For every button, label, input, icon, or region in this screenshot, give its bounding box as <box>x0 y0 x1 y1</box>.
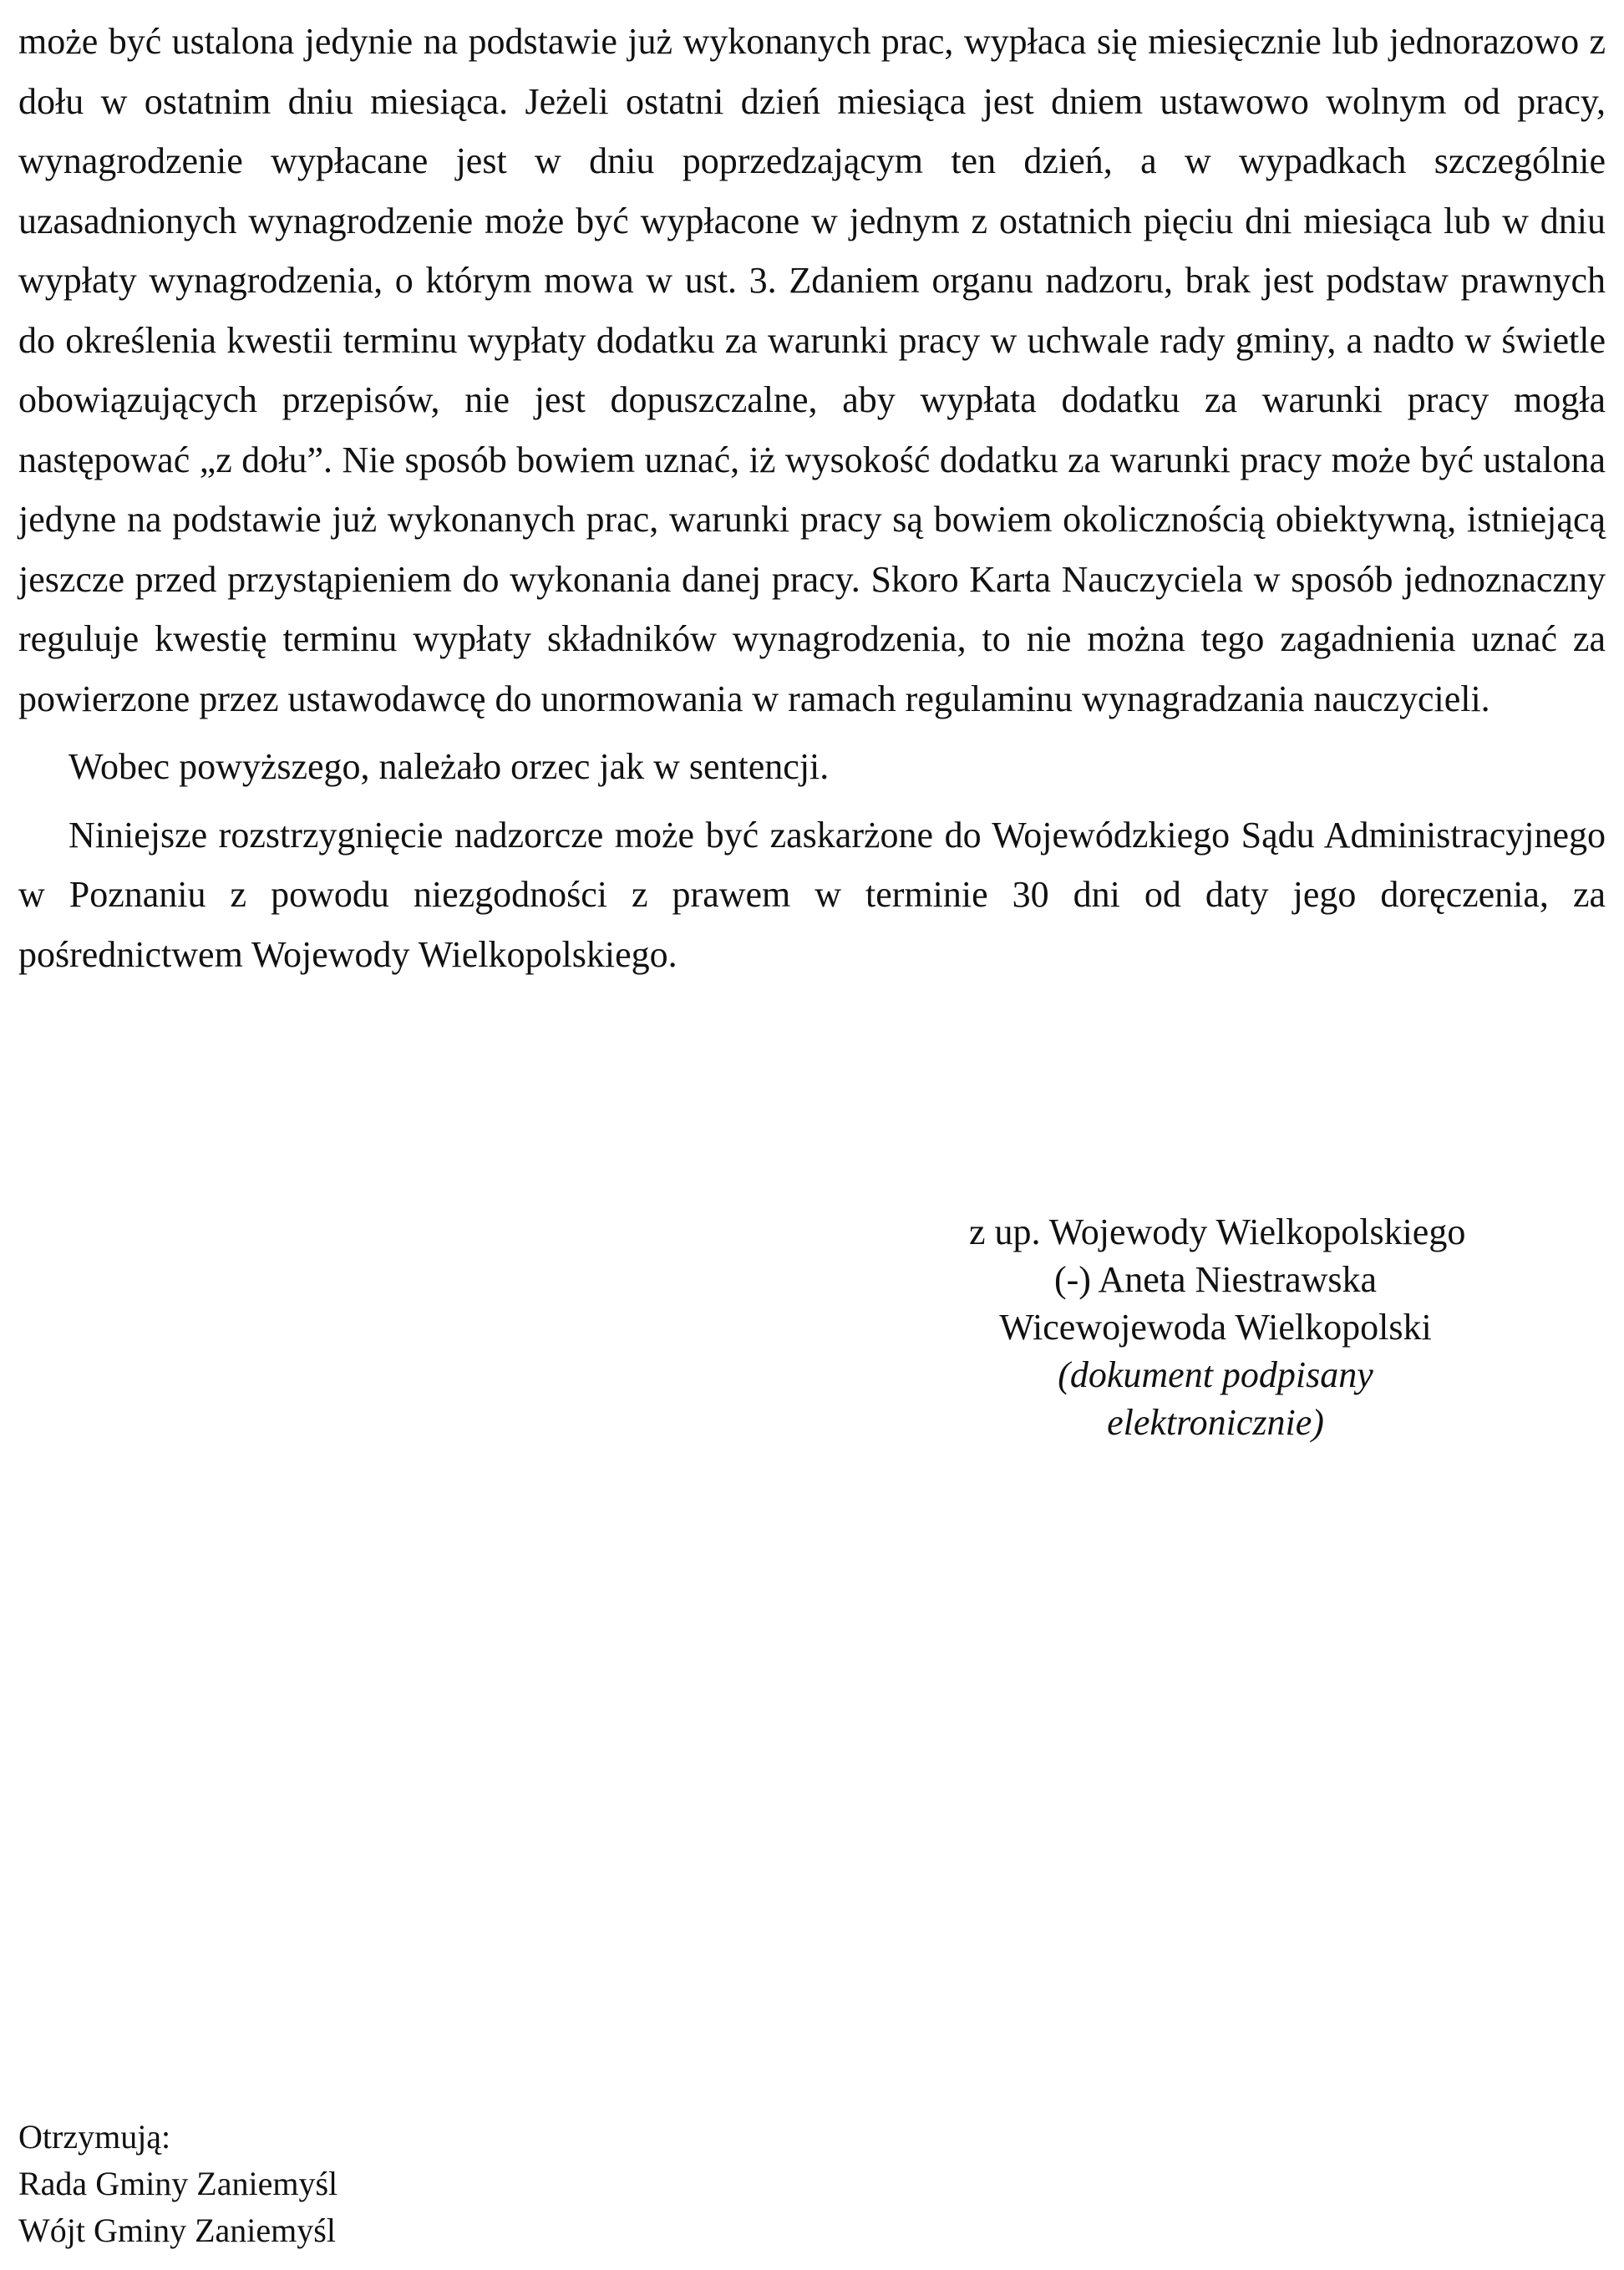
recipient-item: Rada Gminy Zaniemyśl <box>18 2165 338 2202</box>
signature-block <box>969 1208 1466 1446</box>
signature-signer-name: (-) Aneta Niestrawska <box>1053 1259 1378 1300</box>
signature-note-line-1: (dokument podpisany <box>1058 1354 1373 1395</box>
recipients-block <box>18 2114 687 2254</box>
recipient-item: Wójt Gminy Zaniemyśl <box>18 2212 336 2249</box>
signature-authority: z up. Wojewody Wielkopolskiego <box>969 1211 1466 1252</box>
recipients-heading: Otrzymują: <box>18 2118 171 2156</box>
body-paragraph-3: Niniejsze rozstrzygnięcie nadzorcze może być zaskarżone do Wojewódzkiego Sądu Administracyjnego w Poznaniu z powodu niezgodności z prawem w terminie 30 dni od daty jego doręczenia, za pośrednictwem Wojewody Wielkopolskiego. <box>18 814 1606 975</box>
document-body <box>18 0 1606 984</box>
signature-signer-title: Wicewojewoda Wielkopolski <box>999 1307 1432 1348</box>
body-paragraph-2: Wobec powyższego, należało orzec jak w sentencji. <box>69 746 830 787</box>
signature-note-line-2: elektronicznie) <box>1107 1402 1324 1443</box>
body-paragraph-1: może być ustalona jedynie na podstawie już wykonanych prac, wypłaca się miesięcznie lub jednorazowo z dołu w ostatnim dniu miesiąca. Jeżeli ostatni dzień miesiąca jest dniem ustawowo wolnym od pracy, wynagrodzenie wypłacane jest w dniu poprzedzającym ten dzień, a w wypadkach szczególnie uzasadnionych wynagrodzenie może być wypłacone w jednym z ostatnich pięciu dni miesiąca lub w dniu wypłaty wynagrodzenia, o którym mowa w ust. 3. Zdaniem organu nadzoru, brak jest podstaw prawnych do określenia kwestii terminu wypłaty dodatku za warunki pracy w uchwale rady gminy, a nadto w świetle obowiązujących przepisów, nie jest dopuszczalne, aby wypłata dodatku za warunki pracy mogła następować „z dołu”. Nie sposób bowiem uznać, iż wysokość dodatku za warunki pracy może być ustalona jedyne na podstawie już wykonanych prac, warunki pracy są bowiem okolicznością obiektywną, istniejącą jeszcze przed przystąpieniem do wykonania danej pracy. Skoro Karta Nauczyciela w sposób jednoznaczny reguluje kwestię terminu wypłaty składników wynagrodzenia, to nie można tego zagadnienia uznać za powierzone przez ustawodawcę do unormowania w ramach regulaminu wynagradzania nauczycieli. <box>18 21 1606 719</box>
